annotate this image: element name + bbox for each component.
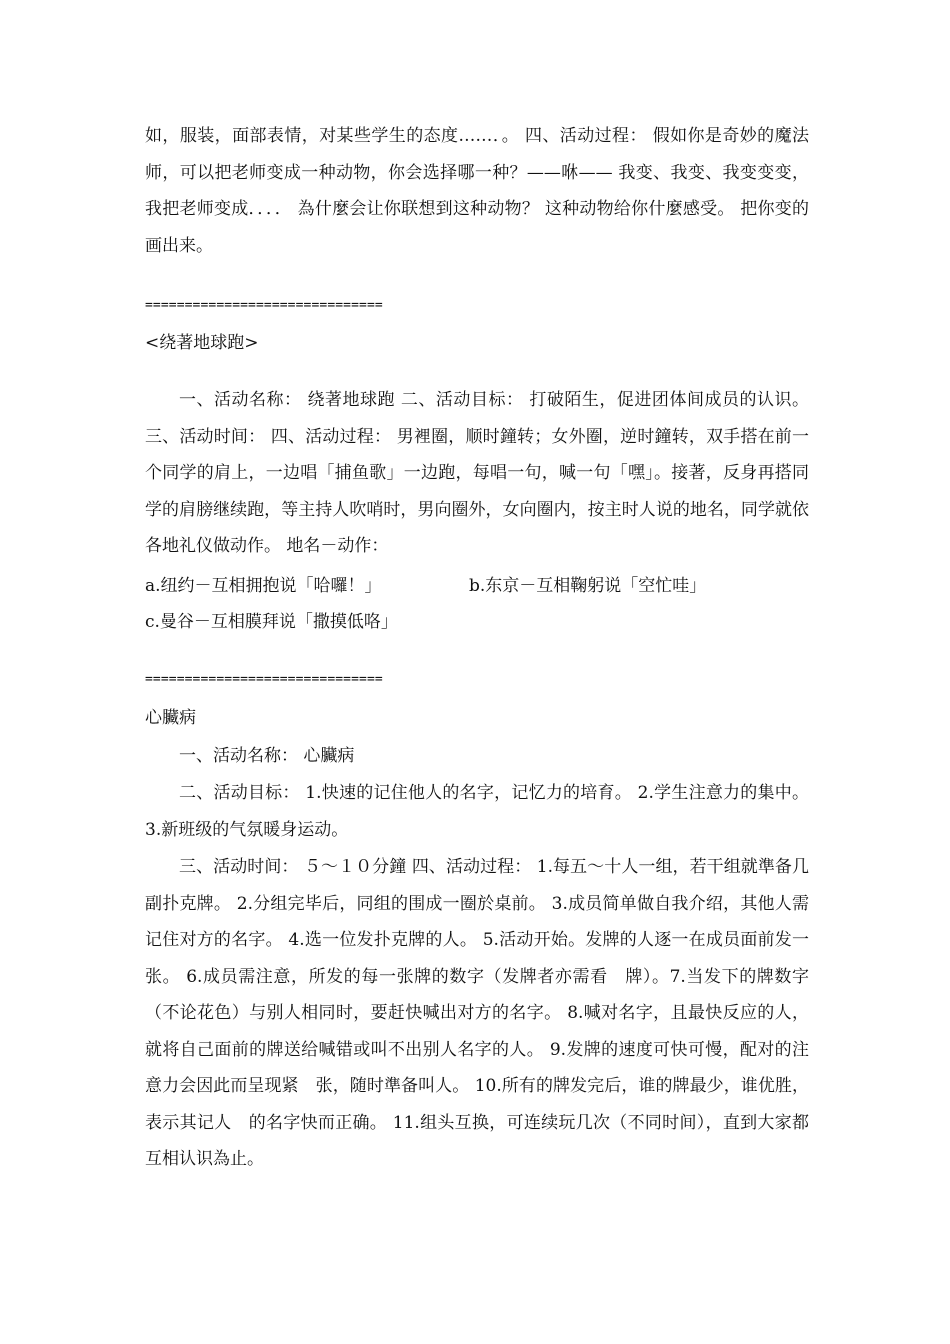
heart-attack-goal-paragraph: 二、活动目标： 1.快速的记住他人的名字，记忆力的培育。 2.学生注意力的集中。 3.新班级的气氛暖身运动。	[145, 783, 809, 840]
intro-paragraph: 如，服装，面部表情，对某些学生的态度……．。 四、活动过程： 假如你是奇妙的魔法师，可以把老师变成一种动物，你会选择哪一种？——咻—— 我变、我变、我变变变，我把老师变成．．．． 為什麼会让你联想到这种动物？ 这种动物给你什麼感受。 把你变的画出来。	[145, 126, 809, 256]
heart-attack-name-line: 一、活动名称： 心臟病	[179, 746, 355, 766]
earth-run-paragraph: 一、活动名称： 绕著地球跑 二、活动目标： 打破陌生，促进团体间成员的认识。 三、活动时间： 四、活动过程： 男裡圈，顺时鐘转；女外圈，逆时鐘转，双手搭在前一个同学的肩上，一边唱「捕鱼歌」一边跑，每唱一句，喊一句「嘿」。接著，反身再搭同学的肩膀继续跑，等主持人吹哨时，男向圈外，女向圈内，按主时人说的地名，同学就依各地礼仪做动作。 地名－动作：	[145, 390, 809, 556]
section-title-heart-attack: 心臟病	[145, 708, 196, 728]
earth-run-items-row	[145, 568, 809, 604]
section-divider: ==============================	[145, 298, 383, 313]
section-divider: ==============================	[145, 672, 383, 687]
item-tokyo: b.东京－互相鞠躬说「空忙哇」	[469, 576, 707, 596]
item-new-york: a.纽约－互相拥抱说「哈囉！」	[145, 576, 382, 596]
heart-attack-process-paragraph: 三、活动时间： ５～１０分鐘 四、活动过程： 1.每五～十人一组，若干组就準备几副扑克牌。 2.分组完毕后，同组的围成一圈於桌前。 3.成员简单做自我介绍，其他人需记住对方的名字。 4.选一位发扑克牌的人。 5.活动开始。发牌的人逐一在成员面前发一张。 6.成员需注意，所发的每一张牌的数字（发牌者亦需看 牌）。7.当发下的牌数字（不论花色）与别人相同时，要赶快喊出对方的名字。 8.喊对名字，且最快反应的人，就将自己面前的牌送给喊错或叫不出别人名字的人。 9.发牌的速度可快可慢，配对的注意力会因此而呈现紧 张，随时準备叫人。 10.所有的牌发完后，谁的牌最少，谁优胜，表示其记人 的名字快而正确。 11.组头互换，可连续玩几次（不同时间），直到大家都 互相认识為止。	[145, 857, 826, 1169]
section-title-earth-run: <绕著地球跑>	[145, 333, 259, 353]
item-bangkok: c.曼谷－互相膜拜说「撒摸低咯」	[145, 612, 398, 632]
